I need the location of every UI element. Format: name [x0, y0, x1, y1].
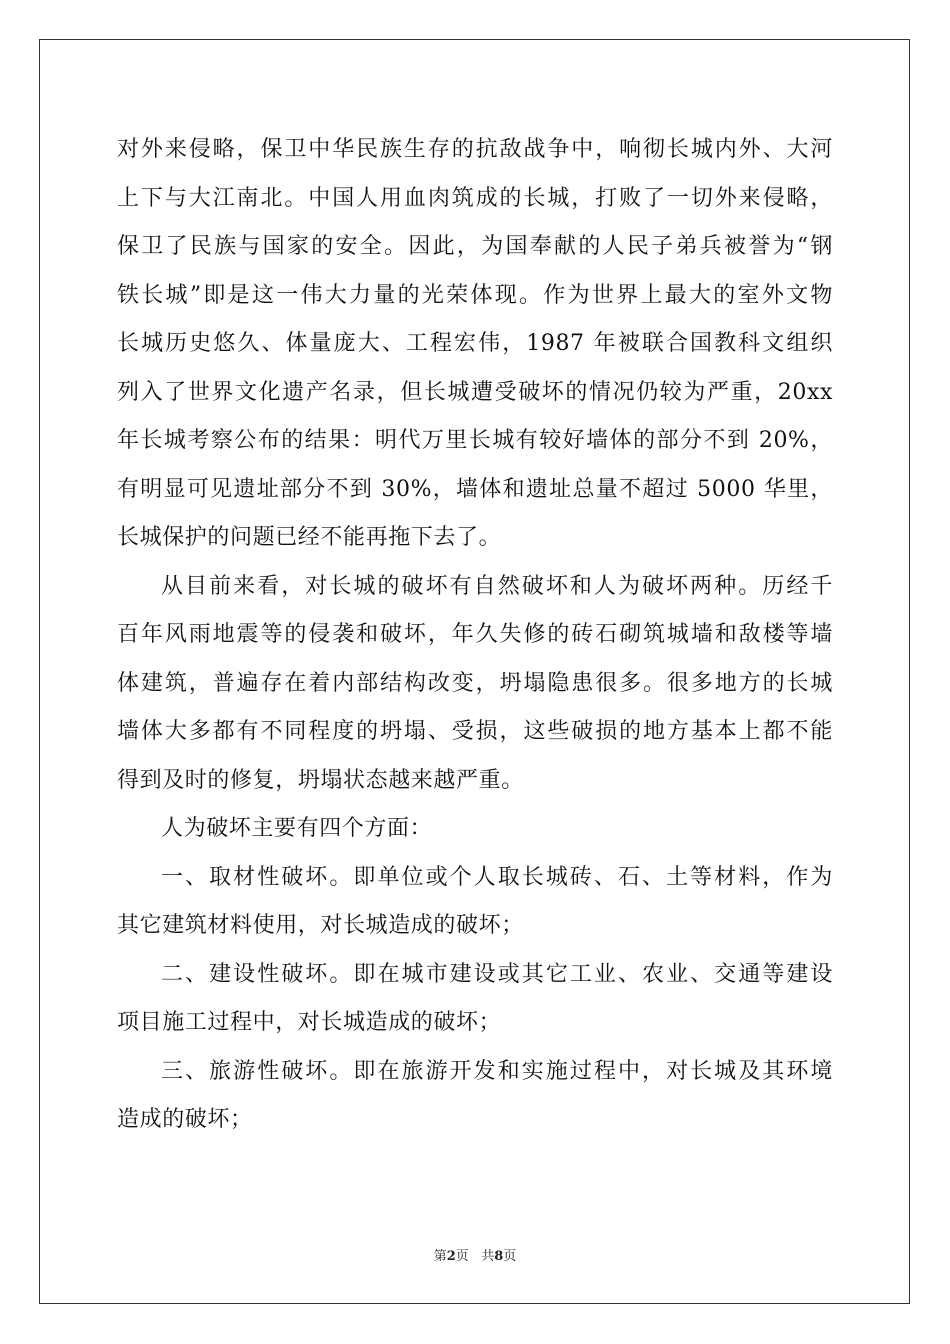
text-line: 对外来侵略，保卫中华民族生存的抗敌战争中，响彻长城内外、大河 — [117, 137, 833, 162]
text-line: 体建筑，普遍存在着内部结构改变，坍塌隐患很多。很多地方的长城 — [117, 670, 833, 696]
text-line: 造成的破坏； — [117, 1107, 253, 1132]
text-line: 二、建设性破坏。即在城市建设或其它工业、农业、交通等建设 — [161, 961, 833, 987]
text-line: 年长城考察公布的结果：明代万里长城有较好墙体的部分不到 20%， — [117, 428, 833, 453]
text-line: 保卫了民族与国家的安全。因此，为国奉献的人民子弟兵被誉为“钢 — [117, 234, 833, 259]
document-body — [117, 126, 833, 1145]
current-page-number: 2 — [446, 1249, 456, 1264]
text-line: 三、旅游性破坏。即在旅游开发和实施过程中，对长城及其环境 — [161, 1058, 833, 1084]
text-line: 其它建筑材料使用，对长城造成的破坏； — [117, 913, 524, 938]
text-line: 铁长城”即是这一伟大力量的光荣体现。作为世界上最大的室外文物 — [117, 282, 833, 308]
footer-prefix: 第 — [433, 1249, 447, 1264]
paragraph — [117, 1048, 833, 1145]
text-line: 项目施工过程中，对长城造成的破坏； — [117, 1010, 502, 1035]
text-line: 长城保护的问题已经不能再拖下去了。 — [117, 525, 502, 550]
paragraph — [117, 951, 833, 1048]
footer-total-prefix: 共 — [481, 1249, 495, 1264]
paragraph — [117, 126, 833, 563]
total-page-count: 8 — [494, 1249, 504, 1264]
paragraph — [117, 805, 833, 854]
text-line: 有明显可见遗址部分不到 30%，墙体和遗址总量不超过 5000 华里， — [117, 476, 833, 502]
footer-page-suffix: 页 — [455, 1249, 469, 1264]
text-line: 列入了世界文化遗产名录，但长城遭受破坏的情况仍较为严重，20xx — [117, 379, 833, 405]
text-line: 长城历史悠久、体量庞大、工程宏伟，1987 年被联合国教科文组织 — [117, 331, 833, 356]
footer-total-suffix: 页 — [503, 1249, 517, 1264]
text-line: 从目前来看，对长城的破坏有自然破坏和人为破坏两种。历经千 — [161, 573, 833, 599]
paragraph — [117, 854, 833, 951]
text-line: 一、取材性破坏。即单位或个人取长城砖、石、土等材料，作为 — [161, 864, 833, 890]
text-line: 得到及时的修复，坍塌状态越来越严重。 — [117, 767, 524, 793]
text-line: 百年风雨地震等的侵袭和破坏，年久失修的砖石砌筑城墙和敌楼等墙 — [117, 622, 833, 647]
text-line: 上下与大江南北。中国人用血肉筑成的长城，打败了一切外来侵略， — [117, 185, 833, 211]
page-footer — [0, 1245, 950, 1264]
text-line: 人为破坏主要有四个方面： — [161, 816, 433, 841]
paragraph — [117, 563, 833, 806]
text-line: 墙体大多都有不同程度的坍塌、受损，这些破损的地方基本上都不能 — [117, 719, 833, 744]
